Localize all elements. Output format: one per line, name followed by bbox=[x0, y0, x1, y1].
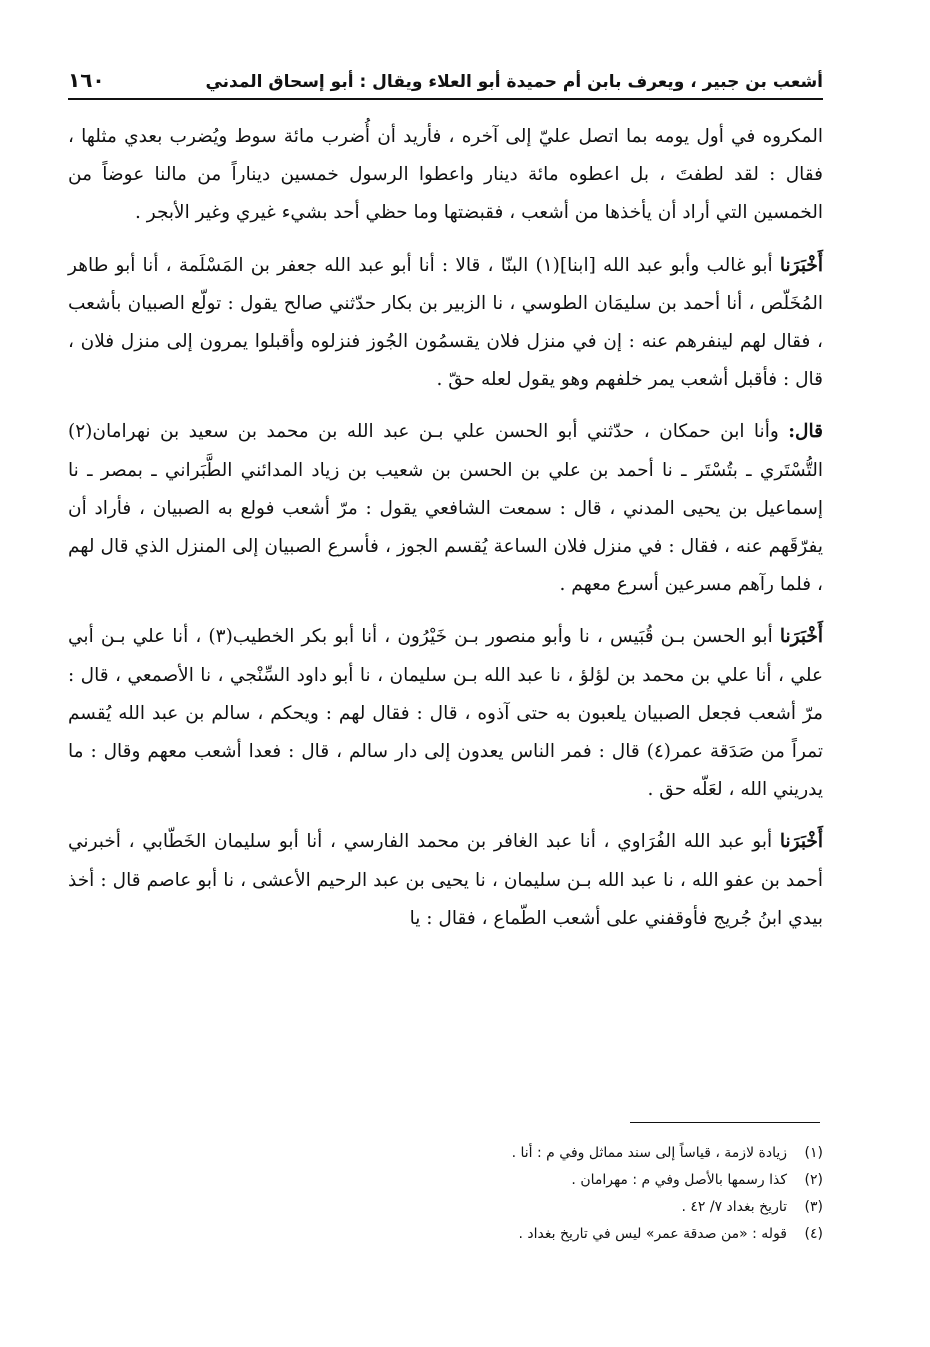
footnote-text: زيادة لازمة ، قياساً إلى سند مماثل وفي م : أنا . bbox=[511, 1145, 787, 1161]
paragraph-5 bbox=[68, 823, 823, 938]
paragraph-3 bbox=[68, 413, 823, 604]
footnote-separator bbox=[630, 1122, 820, 1123]
footnote-2 bbox=[68, 1167, 823, 1194]
paragraph-1 bbox=[68, 118, 823, 233]
paragraph-text: أبو غالب وأبو عبد الله [ابنا](١) البنّا ، قالا : أنا أبو عبد الله جعفر بن المَسْلَمة ، أنا أبو طاهر المُخَلّص ، أنا أحمد بن سليمَان الطوسي ، نا الزبير بن بكار حدّثني صالح يقول : تولّع الصبيان بأشعب ، فقال لهم لينفرهم عنه : إن في منزل فلان يقسمُون الجُوز فنزلوه وأقبلوا يمرون إلى منزل فلان ، قال : فأقبل أشعب يمر خلفهم وهو يقول لعله حقّ . bbox=[68, 254, 823, 391]
running-header bbox=[68, 58, 823, 100]
paragraph-text: أبو عبد الله الفُرَاوي ، أنا عبد الغافر بن محمد الفارسي ، أنا أبو سليمان الخَطّابي ، أخبرني أحمد بن عفو الله ، نا عبد الله بـن سليمان ، نا يحيى بن عبد الرحيم الأعشى ، نا أبو عاصم قال : أخذ بيدي ابنُ جُريج فأوقفني على أشعب الطّماع ، فقال : يا bbox=[68, 831, 823, 929]
footnote-1 bbox=[68, 1140, 823, 1167]
footnote-text: كذا رسمها بالأصل وفي م : مهرامان . bbox=[571, 1172, 787, 1188]
page-number: ١٦٠ bbox=[68, 68, 105, 92]
footnote-number: (١) bbox=[804, 1145, 823, 1161]
paragraph-text: وأنا ابن حمكان ، حدّثني أبو الحسن علي بـن عبد الله بن محمد بن سعيد بن نهرامان(٢) التُّسْتَري ـ بتُسْتَر ـ نا أحمد بن علي بن الحسن بن شعيب بن زياد المدائني الطَّبَراني ـ بمصر ـ نا إسماعيل بن يحيى المدني ، قال : سمعت الشافعي يقول : مرّ أشعب فولع به الصبيان ، فأراد أن يفرّقَهم عنه ، فقال : في منزل فلان الساعة يُقسم الجوز ، فأسرع الصبيان إلى المنزل الذي قال لهم ، فلما رآهم مسرعين أسرع معهم . bbox=[68, 421, 823, 596]
paragraph-text: المكروه في أول يومه بما اتصل عليّ إلى آخره ، فأريد أن أُضرب مائة سوط ويُضرب بعدي مثلها ، فقال : لقد لطفتَ ، بل اعطوه مائة دينار واعطوا الرسول خمسين ديناراً من مالنا عوضاً من الخمسين التي أراد أن يأخذها من أشعب ، فقبضتها وما حظي أحد بشيء غيري وغير الأبجر . bbox=[68, 126, 823, 224]
footnote-number: (٣) bbox=[804, 1199, 823, 1215]
paragraph-2 bbox=[68, 247, 823, 400]
footnotes bbox=[68, 1140, 823, 1248]
main-text bbox=[68, 118, 823, 952]
paragraph-4 bbox=[68, 618, 823, 809]
paragraph-lead: قال: bbox=[788, 421, 823, 443]
paragraph-lead: أَخْبَرَنا bbox=[779, 254, 823, 276]
running-title: أشعب بن جبير ، ويعرف بابن أم حميدة أبو العلاء ويقال : أبو إسحاق المدني bbox=[205, 72, 823, 92]
paragraph-lead: أَخْبَرَنا bbox=[779, 626, 823, 648]
footnote-number: (٢) bbox=[804, 1172, 823, 1188]
paragraph-text: أبو الحسن بـن قُبَيس ، نا وأبو منصور بـن خَيْرُون ، أنا أبو بكر الخطيب(٣) ، أنا علي بـن أبي علي ، أنا علي بن محمد بن لؤلؤ ، نا عبد الله بـن سليمان ، نا أبو داود السِّنْجي ، نا الأصمعي ، قال : مرّ أشعب فجعل الصبيان يلعبون به حتى آذوه ، قال : فقال لهم : ويحكم ، سالم بن عبد الله يُقسم تمراً من صَدَقة عمر(٤) قال : فمر الناس يعدون إلى دار سالم ، قال : فعدا أشعب معهم وقال : ما يدريني الله ، لعَلّه حق . bbox=[68, 626, 823, 801]
footnote-number: (٤) bbox=[804, 1226, 823, 1242]
footnote-text: قوله : «من صدقة عمر» ليس في تاريخ بغداد . bbox=[518, 1226, 787, 1242]
footnote-4 bbox=[68, 1221, 823, 1248]
footnote-3 bbox=[68, 1194, 823, 1221]
paragraph-lead: أَخْبَرَنا bbox=[779, 831, 823, 853]
footnote-text: تاريخ بغداد ٧/ ٤٢ . bbox=[681, 1199, 787, 1215]
